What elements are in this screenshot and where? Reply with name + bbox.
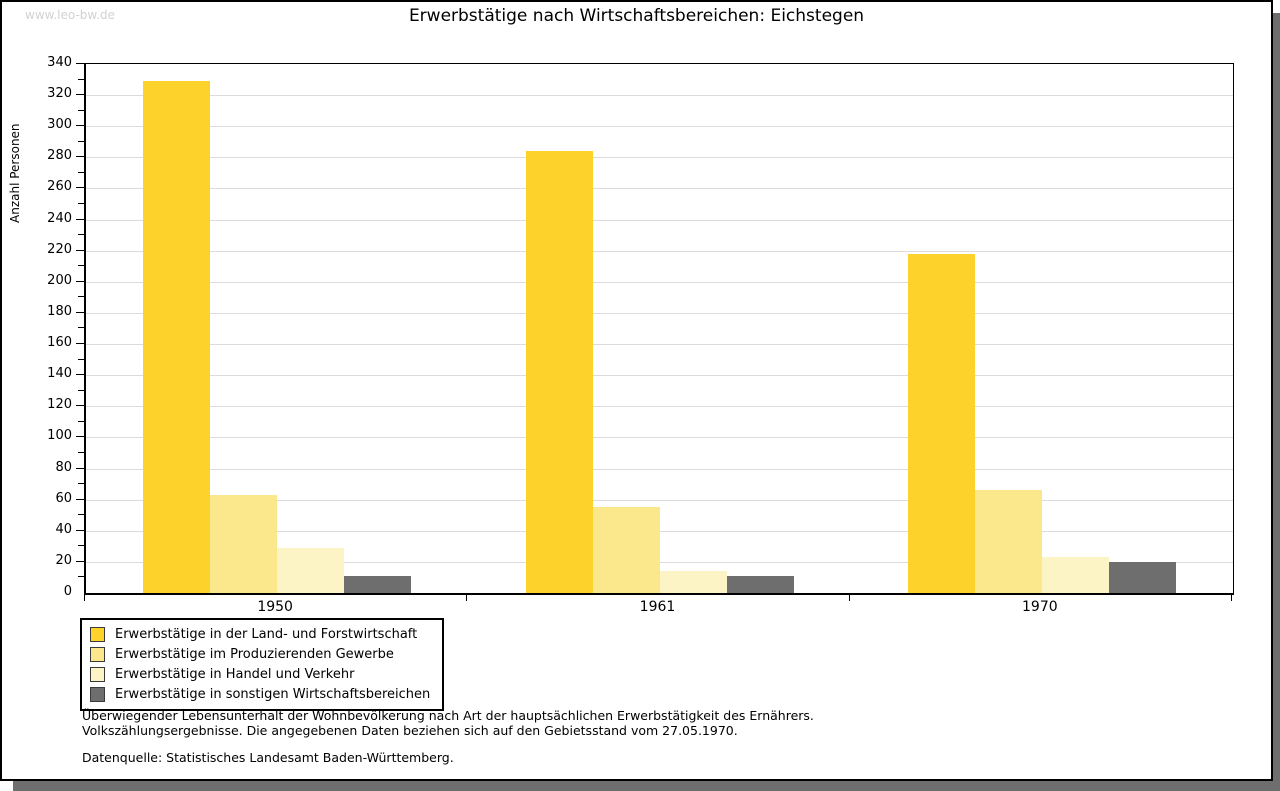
y-major-tick [76, 187, 84, 188]
gridline [86, 375, 1233, 376]
x-tick-label: 1970 [1022, 599, 1058, 615]
y-major-tick [76, 561, 84, 562]
y-major-tick [76, 405, 84, 406]
y-major-tick [76, 281, 84, 282]
bar-1970-series-1 [908, 254, 975, 593]
bar-1950-series-1 [143, 81, 210, 593]
y-tick-label: 160 [47, 335, 72, 350]
y-tick-label: 240 [47, 211, 72, 226]
x-axis-tick [849, 594, 850, 601]
y-tick-label: 340 [47, 55, 72, 70]
legend-item-3 [90, 664, 430, 684]
y-tick-label: 320 [47, 86, 72, 101]
y-major-tick [76, 94, 84, 95]
gridline [86, 469, 1233, 470]
y-tick-label: 40 [55, 522, 72, 537]
plot-area [84, 63, 1234, 595]
y-tick-label: 120 [47, 397, 72, 412]
bar-1961-series-2 [593, 507, 660, 593]
y-tick-label: 220 [47, 242, 72, 257]
gridline [86, 282, 1233, 283]
y-tick-label: 180 [47, 304, 72, 319]
gridline [86, 406, 1233, 407]
footer-note [82, 709, 814, 766]
y-major-tick [76, 530, 84, 531]
y-tick-label: 80 [55, 460, 72, 475]
y-tick-label: 260 [47, 179, 72, 194]
gridline [86, 95, 1233, 96]
footer-line-2: Volkszählungsergebnisse. Die angegebenen Daten beziehen sich auf den Gebietsstand vom 27.05.1970. [82, 722, 738, 738]
x-axis-tick [466, 594, 467, 601]
y-major-tick [76, 468, 84, 469]
y-major-tick [76, 156, 84, 157]
x-tick-label: 1961 [639, 599, 676, 615]
gridline [86, 157, 1233, 158]
y-major-tick [76, 125, 84, 126]
y-tick-label: 140 [47, 366, 72, 381]
legend-swatch-icon [90, 627, 105, 642]
bar-1970-series-2 [975, 490, 1042, 593]
y-tick-label: 200 [47, 273, 72, 288]
watermark: www.leo-bw.de [25, 8, 115, 22]
y-major-tick [76, 63, 84, 64]
bar-1950-series-2 [210, 495, 277, 593]
gridline [86, 344, 1233, 345]
gridline [86, 251, 1233, 252]
legend-item-4 [90, 684, 430, 704]
x-axis-tick [84, 594, 85, 601]
gridline [86, 220, 1233, 221]
x-axis-tick [1231, 594, 1232, 601]
legend-item-1 [90, 624, 430, 644]
y-major-tick [76, 343, 84, 344]
gridline [86, 313, 1233, 314]
y-major-tick [76, 499, 84, 500]
y-tick-label: 300 [47, 117, 72, 132]
bar-1961-series-3 [660, 571, 727, 593]
y-major-tick [76, 374, 84, 375]
legend-label: Erwerbstätige in Handel und Verkehr [115, 666, 355, 682]
footer-line-1: Überwiegender Lebensunterhalt der Wohnbevölkerung nach Art der hauptsächlichen Erwerbstätigkeit des Ernährers. [82, 708, 814, 723]
legend-item-2 [90, 644, 430, 664]
data-source: Datenquelle: Statistisches Landesamt Baden-Württemberg. [82, 750, 454, 765]
y-tick-label: 20 [55, 553, 72, 568]
y-axis-label: Anzahl Personen [8, 123, 22, 223]
bar-1950-series-4 [344, 576, 411, 593]
bar-1961-series-1 [526, 151, 593, 593]
y-major-tick [76, 250, 84, 251]
x-tick-label: 1950 [257, 599, 293, 615]
y-tick-label: 60 [55, 491, 72, 506]
bar-1961-series-4 [727, 576, 794, 593]
y-major-tick [76, 436, 84, 437]
chart-title: Erwerbstätige nach Wirtschaftsbereichen: Eichstegen [408, 6, 865, 26]
y-major-tick [76, 312, 84, 313]
legend [80, 618, 444, 711]
gridline [86, 437, 1233, 438]
y-major-tick [76, 219, 84, 220]
legend-swatch-icon [90, 687, 105, 702]
gridline [86, 188, 1233, 189]
y-tick-label: 0 [63, 584, 72, 599]
gridline [86, 126, 1233, 127]
legend-label: Erwerbstätige im Produzierenden Gewerbe [115, 646, 394, 662]
y-tick-label: 280 [47, 148, 72, 163]
legend-swatch-icon [90, 667, 105, 682]
bar-1950-series-3 [277, 548, 344, 593]
y-tick-label: 100 [47, 428, 72, 443]
legend-label: Erwerbstätige in der Land- und Forstwirtschaft [115, 626, 418, 642]
bar-1970-series-4 [1109, 562, 1176, 593]
bar-1970-series-3 [1042, 557, 1109, 593]
legend-swatch-icon [90, 647, 105, 662]
legend-label: Erwerbstätige in sonstigen Wirtschaftsbereichen [115, 686, 431, 702]
